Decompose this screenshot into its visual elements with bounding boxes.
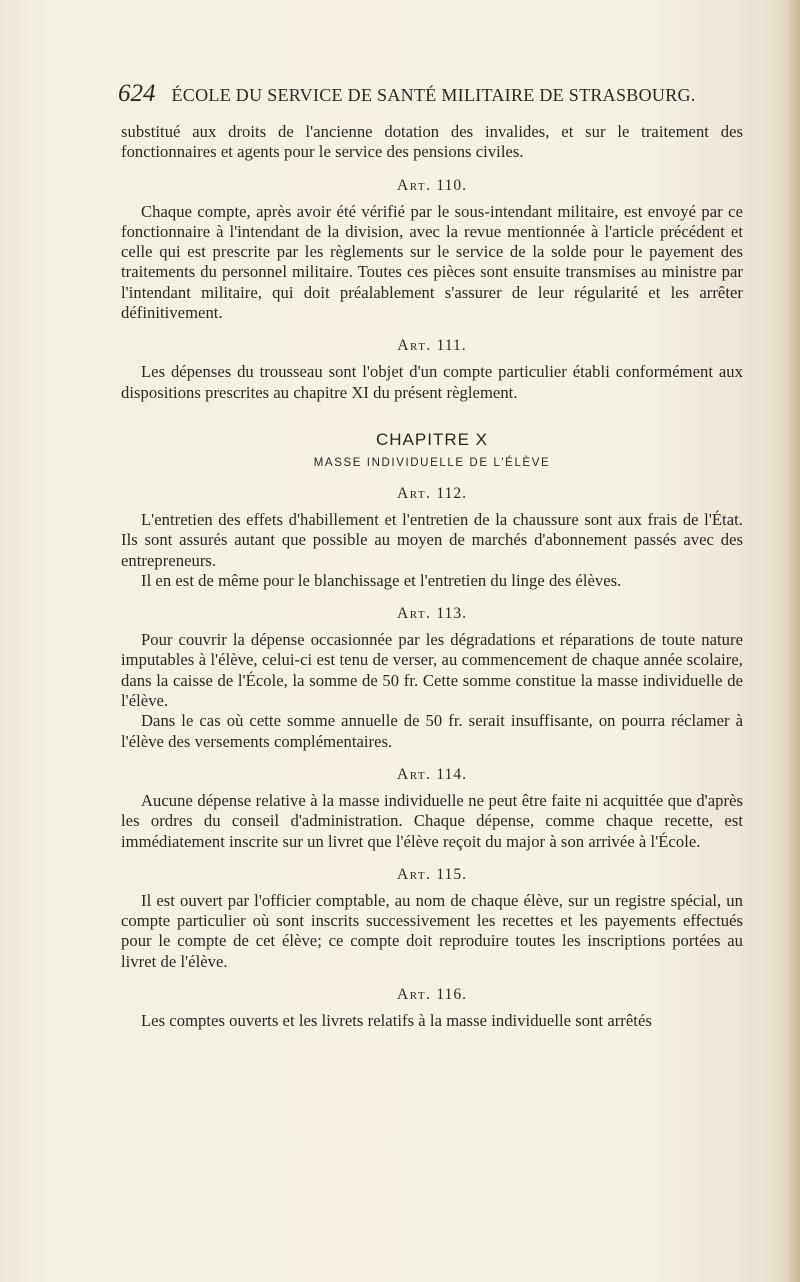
article-label: Art.: [397, 176, 432, 194]
running-head: [118, 80, 743, 114]
article-number: 110.: [436, 176, 467, 194]
article-label: Art.: [397, 986, 432, 1004]
paragraph: substitué aux droits de l'ancienne dotation des invalides, et sur le traitement des fonctionnaires et agents pour le service des pensions civiles.: [121, 122, 743, 162]
article-label: Art.: [397, 865, 432, 883]
article-number: 115.: [436, 865, 467, 883]
page-number: 624: [118, 80, 156, 107]
article-label: Art.: [397, 484, 432, 502]
article-heading: [121, 985, 743, 1005]
article-label: Art.: [397, 765, 432, 783]
body-text: [121, 122, 743, 1031]
page-content: [118, 80, 743, 1031]
paragraph: Aucune dépense relative à la masse individuelle ne peut être faite ni acquittée que d'après les ordres du conseil d'administration. Chaque dépense, comme chaque recette, est immédiatement inscrite sur un livret que l'élève reçoit du major à son arrivée à l'École.: [121, 790, 743, 851]
article-number: 116.: [436, 986, 467, 1004]
chapter-title: CHAPITRE X: [375, 429, 489, 449]
chapter-heading: [121, 429, 743, 471]
article-number: 112.: [436, 484, 467, 502]
article-heading: [121, 765, 743, 785]
paragraph: Les dépenses du trousseau sont l'objet d'un compte particulier établi conformément aux dispositions prescrites au chapitre XI du présent règlement.: [121, 362, 743, 402]
article-heading: [121, 865, 743, 885]
article-heading: [121, 484, 743, 504]
paragraph: Il en est de même pour le blanchissage et l'entretien du linge des élèves.: [141, 570, 622, 590]
paragraph: Il est ouvert par l'officier comptable, au nom de chaque élève, sur un registre spécial, un compte particulier où sont inscrits successivement les recettes et les payements effectués pour le compte de cet élève; ce compte doit reproduire toutes les inscriptions portées au livret de l'élève.: [121, 890, 743, 971]
article-label: Art.: [397, 337, 432, 355]
article-label: Art.: [397, 605, 432, 623]
chapter-subtitle: MASSE INDIVIDUELLE DE L'ÉLÈVE: [313, 456, 551, 469]
article-number: 111.: [436, 337, 467, 355]
article-number: 113.: [436, 605, 467, 623]
page-edge-shadow: [786, 0, 800, 1282]
running-title: ÉCOLE DU SERVICE DE SANTÉ MILITAIRE DE STRASBOURG.: [171, 85, 696, 105]
paragraph: Pour couvrir la dépense occasionnée par les dégradations et réparations de toute nature imputables à l'élève, celui-ci est tenu de verser, au commencement de chaque année scolaire, dans la caisse de l'École, la somme de 50 fr. Cette somme constitue la masse individuelle de l'élève.: [121, 630, 743, 711]
paragraph: Dans le cas où cette somme annuelle de 50 fr. serait insuffisante, on pourra réclamer à l'élève des versements complémentaires.: [121, 711, 743, 751]
paragraph: L'entretien des effets d'habillement et l'entretien de la chaussure sont aux frais de l'État. Ils sont assurés autant que possible au moyen de marchés d'abonnement passés avec des entrepreneurs.: [121, 509, 743, 570]
article-heading: [121, 176, 743, 196]
paragraph: Les comptes ouverts et les livrets relatifs à la masse individuelle sont arrêtés: [141, 1011, 652, 1031]
article-heading: [121, 604, 743, 624]
article-heading: [121, 336, 743, 356]
article-number: 114.: [436, 765, 467, 783]
paragraph: Chaque compte, après avoir été vérifié par le sous-intendant militaire, est envoyé par ce fonctionnaire à l'intendant de la division, avec la revue mentionnée à l'article précédent et celle qui est prescrite par les règlements sur le service de la solde pour le payement des traitements du personnel militaire. Toutes ces pièces sont ensuite transmises au ministre par l'intendant militaire, qui doit préalablement s'assurer de leur régularité et les arrêter définitivement.: [121, 201, 743, 323]
